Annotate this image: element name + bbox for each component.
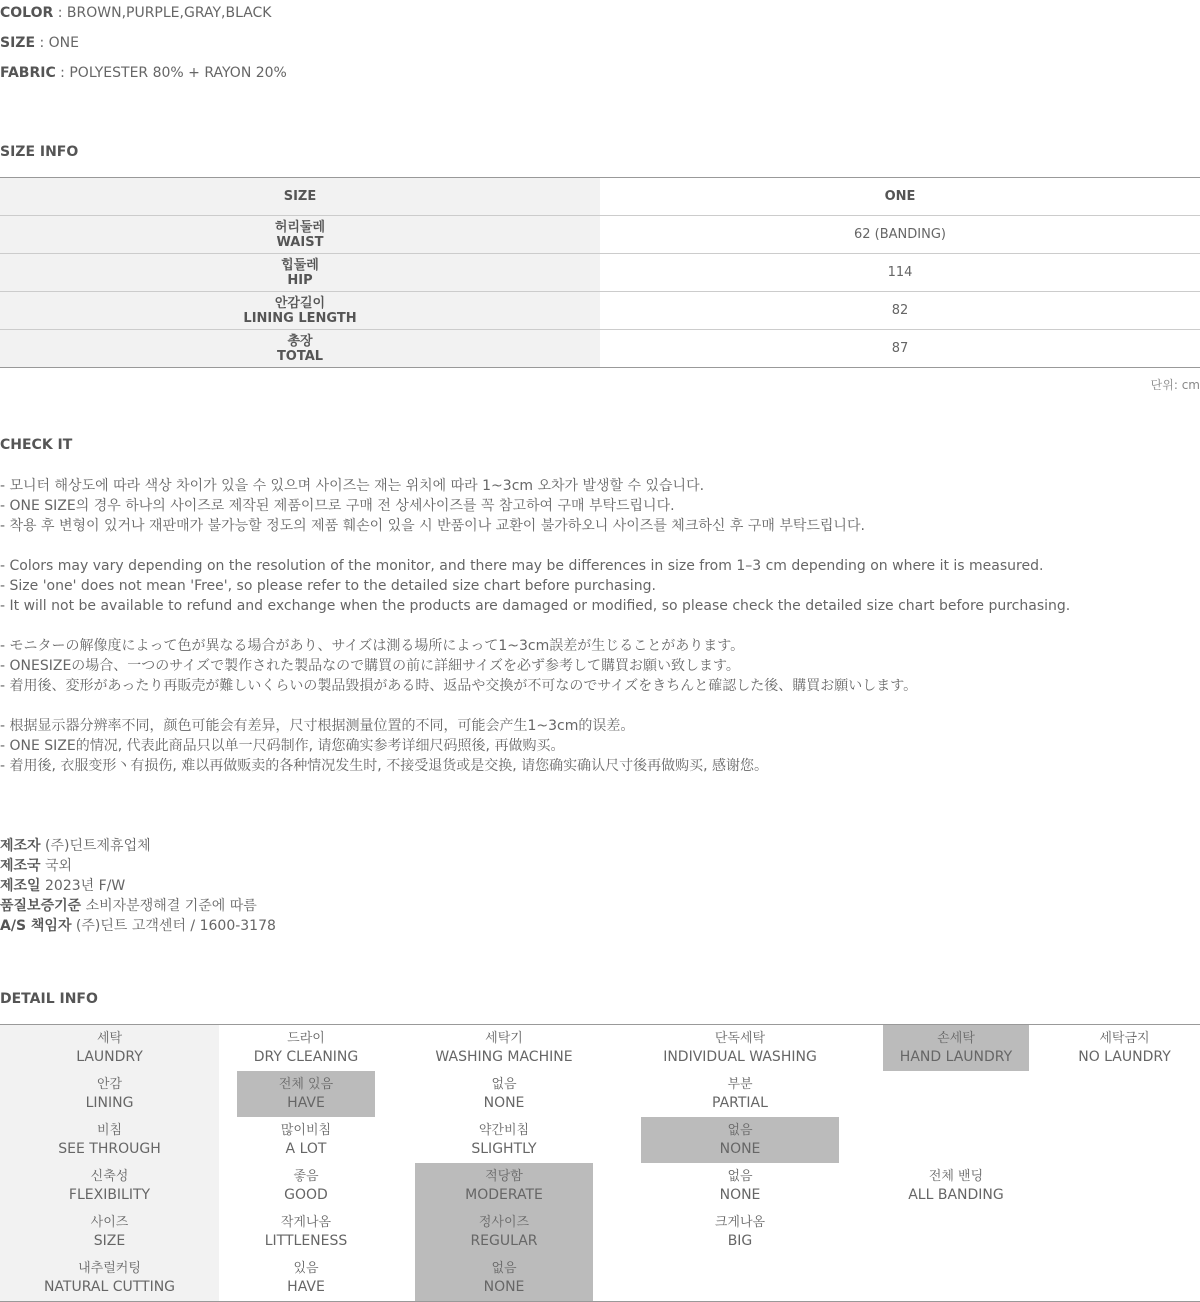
- option-en: SLIGHTLY: [471, 1141, 537, 1157]
- row-label-ko: 총장: [287, 333, 313, 349]
- option-ko: 부분: [727, 1077, 753, 1092]
- row-label: [0, 254, 600, 292]
- maker-info: [0, 836, 276, 936]
- size-table: [0, 177, 1200, 368]
- detail-option-selected: [415, 1209, 593, 1255]
- detail-head-size: [0, 1209, 219, 1255]
- notes-korean: [0, 476, 1200, 536]
- option-en: HAVE: [287, 1095, 325, 1111]
- row-label-en: LINING LENGTH: [243, 310, 357, 326]
- detail-option: [415, 1025, 593, 1071]
- note-line: - 모니터 해상도에 따라 색상 차이가 있을 수 있으며 사이즈는 재는 위치에 따라 1~3cm 오차가 발생할 수 있습니다.: [0, 478, 705, 494]
- maker-key: 제조국: [0, 858, 41, 874]
- note-line: - 根据显示器分辨率不同，颜色可能会有差异，尺寸根据测量位置的不同，可能会产生1~3cm的误差。: [0, 718, 635, 734]
- size-header-label: SIZE: [0, 178, 600, 216]
- option-en: LITTLENESS: [264, 1233, 348, 1249]
- detail-option: [415, 1071, 593, 1117]
- size-header-value: ONE: [600, 178, 1200, 216]
- row-label: [0, 330, 600, 368]
- option-en: MODERATE: [465, 1187, 543, 1203]
- option-en: WASHING MACHINE: [435, 1049, 573, 1065]
- option-ko: 많이비침: [280, 1123, 332, 1138]
- option-ko: 손세탁: [937, 1031, 975, 1046]
- option-ko: 없음: [727, 1123, 753, 1138]
- option-ko: 없음: [491, 1077, 517, 1092]
- detail-option-selected: [883, 1025, 1029, 1071]
- option-ko: 작게나옴: [280, 1215, 332, 1230]
- option-ko: 적당함: [485, 1169, 523, 1184]
- option-en: ALL BANDING: [908, 1187, 1004, 1203]
- row-value: 62 (BANDING): [600, 216, 1200, 254]
- row-label-en: TOTAL: [276, 348, 324, 364]
- option-ko: 있음: [293, 1261, 319, 1276]
- maker-row: [0, 856, 276, 876]
- note-line: - Colors may vary depending on the resolution of the monitor, and there may be differences in size from 1–3 cm depending on where it is measured.: [0, 558, 1044, 574]
- detail-info-title: DETAIL INFO: [0, 991, 98, 1007]
- detail-option: [219, 1255, 393, 1301]
- option-en: HAVE: [287, 1279, 325, 1295]
- option-ko: 전체 있음: [278, 1077, 334, 1092]
- maker-value: 2023년 F/W: [40, 878, 126, 894]
- note-line: - 着用後, 衣服变形丶有损伤, 难以再做贩卖的各种情况发生时, 不接受退货或是交换, 请您确实确认尺寸後再做购买, 感谢您。: [0, 758, 769, 774]
- spec-color: [0, 4, 271, 22]
- head-ko: 내추럴커팅: [78, 1261, 141, 1276]
- option-en: BIG: [727, 1233, 753, 1249]
- note-line: - 着用後、変形があったり再販売が難しいくらいの製品毀損がある時、返品や交換が不可なのでサイズをきちんと確認した後、購買お願いします。: [0, 678, 918, 694]
- detail-head-lining: [0, 1071, 219, 1117]
- option-en: PARTIAL: [712, 1095, 768, 1111]
- note-line: - ONE SIZE的情况, 代表此商品只以单一尺码制作, 请您确实参考详细尺码照後, 再做购买。: [0, 738, 565, 754]
- size-table-header: [0, 178, 1200, 216]
- option-ko: 전체 밴딩: [928, 1169, 984, 1184]
- note-line: - 착용 후 변형이 있거나 재판매가 불가능할 정도의 제품 훼손이 있을 시 반품이나 교환이 불가하오니 사이즈를 체크하신 후 구매 부탁드립니다.: [0, 518, 865, 534]
- option-en: NONE: [719, 1187, 761, 1203]
- row-label-en: WAIST: [276, 234, 324, 250]
- detail-option: [219, 1163, 393, 1209]
- check-it-notes: [0, 476, 1200, 796]
- detail-head-see-through: [0, 1117, 219, 1163]
- option-en: A LOT: [285, 1141, 327, 1157]
- row-value: 87: [600, 330, 1200, 368]
- detail-option: [641, 1209, 839, 1255]
- head-en: LINING: [85, 1095, 134, 1111]
- size-info-title: SIZE INFO: [0, 144, 79, 160]
- head-en: SIZE: [93, 1233, 126, 1249]
- detail-option: [219, 1025, 393, 1071]
- maker-key: 제조자: [0, 838, 41, 854]
- table-row: [0, 330, 1200, 368]
- option-en: DRY CLEANING: [253, 1049, 359, 1065]
- detail-option: [883, 1163, 1029, 1209]
- spec-size-value: : ONE: [35, 35, 79, 51]
- detail-head-flexibility: [0, 1163, 219, 1209]
- row-label-ko: 안감길이: [274, 295, 326, 311]
- maker-row: [0, 836, 276, 856]
- table-row: [0, 216, 1200, 254]
- row-label-ko: 허리둘레: [274, 219, 326, 235]
- maker-value: (주)딘트제휴업체: [40, 838, 151, 854]
- spec-fabric: [0, 64, 287, 82]
- option-ko: 좋음: [293, 1169, 319, 1184]
- detail-option-selected: [415, 1163, 593, 1209]
- head-en: LAUNDRY: [76, 1049, 143, 1065]
- detail-option: [1049, 1025, 1200, 1071]
- head-en: FLEXIBILITY: [68, 1187, 151, 1203]
- option-ko: 크게나옴: [714, 1215, 766, 1230]
- maker-value: (주)딘트 고객센터 / 1600-3178: [71, 918, 276, 934]
- notes-chinese: [0, 716, 1200, 776]
- size-unit: 단위: cm: [1150, 378, 1200, 392]
- spec-fabric-key: FABRIC: [0, 65, 56, 81]
- head-en: SEE THROUGH: [58, 1141, 161, 1157]
- maker-row: [0, 876, 276, 896]
- option-ko: 약간비침: [478, 1123, 530, 1138]
- detail-option: [641, 1163, 839, 1209]
- detail-option: [219, 1209, 393, 1255]
- spec-size: [0, 34, 79, 52]
- note-line: - Size 'one' does not mean 'Free', so please refer to the detailed size chart before purchasing.: [0, 578, 656, 594]
- row-label-en: HIP: [287, 272, 313, 288]
- maker-key: A/S 책임자: [0, 918, 72, 934]
- maker-key: 제조일: [0, 878, 41, 894]
- detail-head-natural-cutting: [0, 1255, 219, 1301]
- head-ko: 세탁: [96, 1031, 123, 1046]
- option-ko: 세탁기: [485, 1031, 523, 1046]
- option-en: INDIVIDUAL WASHING: [663, 1049, 817, 1065]
- row-label: [0, 292, 600, 330]
- maker-value: 국외: [40, 858, 73, 874]
- table-row: [0, 254, 1200, 292]
- head-en: NATURAL CUTTING: [43, 1279, 176, 1295]
- note-line: - It will not be available to refund and exchange when the products are damaged or modified, so please check the detailed size chart before purchasing.: [0, 598, 1071, 614]
- maker-row: [0, 916, 276, 936]
- option-ko: 세탁금지: [1099, 1031, 1150, 1046]
- detail-option: [415, 1117, 593, 1163]
- head-ko: 사이즈: [90, 1215, 129, 1230]
- row-value: 114: [600, 254, 1200, 292]
- detail-option: [219, 1117, 393, 1163]
- head-ko: 안감: [96, 1077, 123, 1092]
- option-ko: 없음: [491, 1261, 517, 1276]
- maker-key: 품질보증기준: [0, 898, 82, 914]
- option-en: NONE: [483, 1279, 525, 1295]
- option-ko: 단독세탁: [714, 1031, 766, 1046]
- row-label: [0, 216, 600, 254]
- detail-option-selected: [641, 1117, 839, 1163]
- spec-size-key: SIZE: [0, 35, 36, 51]
- row-value: 82: [600, 292, 1200, 330]
- option-en: NO LAUNDRY: [1078, 1049, 1171, 1065]
- notes-english: [0, 556, 1200, 616]
- spec-color-key: COLOR: [0, 5, 54, 21]
- option-en: HAND LAUNDRY: [899, 1049, 1013, 1065]
- option-ko: 드라이: [287, 1031, 325, 1046]
- note-line: - モニターの解像度によって色が異なる場合があり、サイズは測る場所によって1~3cm誤差が生じることがあります。: [0, 638, 745, 654]
- row-label-ko: 힙둘레: [281, 257, 319, 273]
- detail-option: [641, 1025, 839, 1071]
- option-en: NONE: [719, 1141, 761, 1157]
- head-ko: 신축성: [90, 1169, 129, 1184]
- detail-head-laundry: [0, 1025, 219, 1071]
- option-ko: 없음: [727, 1169, 753, 1184]
- detail-option-selected: [237, 1071, 375, 1117]
- check-it-title: CHECK IT: [0, 437, 73, 453]
- option-ko: 정사이즈: [478, 1215, 530, 1230]
- spec-fabric-value: : POLYESTER 80% + RAYON 20%: [55, 65, 287, 81]
- detail-option-selected: [415, 1255, 593, 1301]
- detail-info-table: [0, 1024, 1200, 1302]
- option-en: GOOD: [284, 1187, 328, 1203]
- note-line: - ONE SIZE의 경우 하나의 사이즈로 제작된 제품이므로 구매 전 상세사이즈를 꼭 참고하여 구매 부탁드립니다.: [0, 498, 675, 514]
- note-line: - ONESIZEの場合、一つのサイズで製作された製品なので購買の前に詳細サイズを必ず参考して購買お願い致します。: [0, 658, 740, 674]
- maker-row: [0, 896, 276, 916]
- table-row: [0, 292, 1200, 330]
- detail-option: [641, 1071, 839, 1117]
- spec-color-value: : BROWN,PURPLE,GRAY,BLACK: [53, 5, 272, 21]
- head-ko: 비침: [96, 1123, 123, 1138]
- maker-value: 소비자분쟁해결 기준에 따름: [81, 898, 257, 914]
- notes-japanese: [0, 636, 1200, 696]
- option-en: NONE: [483, 1095, 525, 1111]
- option-en: REGULAR: [470, 1233, 538, 1249]
